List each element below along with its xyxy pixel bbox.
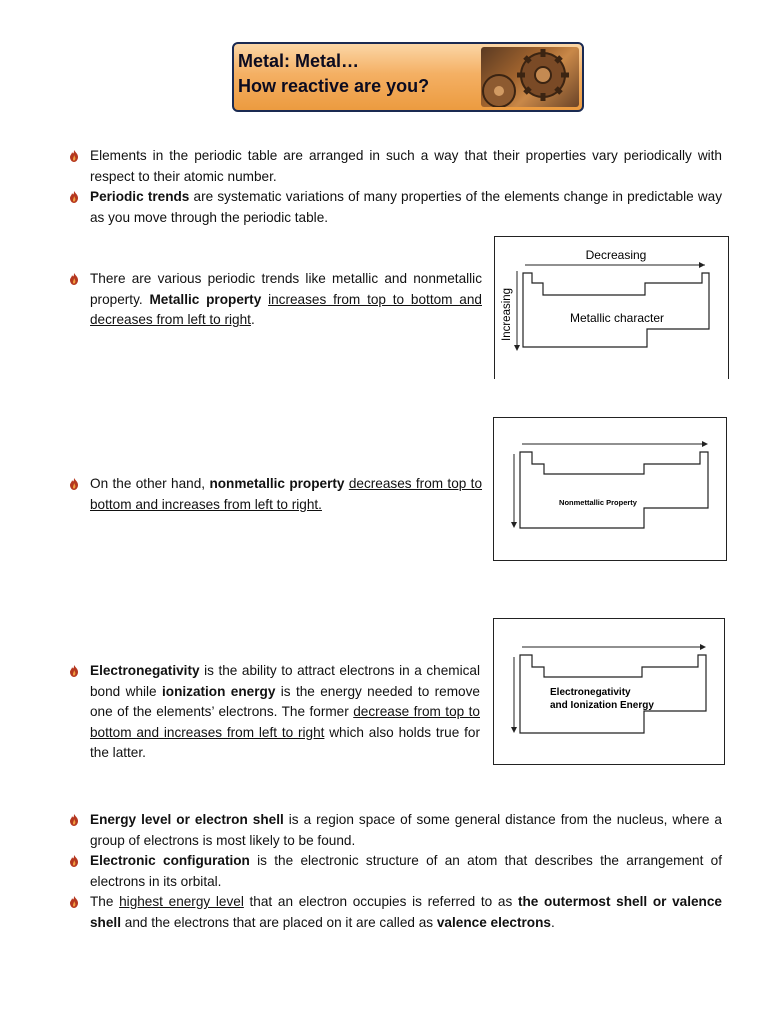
bullet-4-bold: nonmetallic property [209, 476, 345, 491]
figure-side-label: Increasing [501, 287, 513, 341]
figure-top-label: Decreasing [585, 248, 647, 262]
arrow-down-icon [514, 345, 520, 351]
bullet-energy-level [90, 810, 722, 851]
page-title [238, 49, 429, 99]
bullet-nonmetallic-property [90, 474, 482, 515]
bullet-6-bold: Energy level or electron shell [90, 812, 284, 827]
flame-bullet-icon [68, 150, 80, 162]
figure-metallic-character [494, 236, 729, 379]
bullet-2-bold: Periodic trends [90, 189, 190, 204]
flame-bullet-icon [68, 896, 80, 908]
bullet-5-bold-1: Electronegativity [90, 663, 200, 678]
bullet-5-mid-1: is the ability to attract electrons in a chemical bond while [90, 663, 480, 699]
bullet-periodic-trends [90, 187, 722, 228]
arrow-right-icon [702, 441, 708, 447]
flame-bullet-icon [68, 273, 80, 285]
figure-center-line-2: and Ionization Energy [550, 700, 654, 711]
figure-center-label: Metallic character [569, 311, 665, 325]
arrow-down-icon [511, 727, 517, 733]
figure-electronegativity [493, 618, 725, 765]
flame-bullet-icon [68, 191, 80, 203]
flame-bullet-icon [68, 855, 80, 867]
bullet-electronegativity [90, 661, 480, 764]
flame-bullet-icon [68, 665, 80, 677]
bullet-5-bold-2: ionization energy [161, 683, 276, 699]
bullet-6-text: is a region space of some general distance from the nucleus, where a group of electrons is most likely to be found. [90, 812, 722, 848]
bullet-8-bold-1: the outermost shell or valence shell [90, 894, 722, 930]
figure-nonmetallic-property [493, 417, 727, 561]
bullet-valence-shell [90, 892, 722, 933]
figure-center-label: Nonmettallic Property [559, 498, 637, 507]
bullet-electronic-configuration [90, 851, 722, 892]
figure-center-line-1: Electronegativity [550, 687, 631, 698]
bullet-metallic-property [90, 269, 482, 331]
bullet-3-pre: There are various periodic trends like metallic and nonmetallic property. [90, 271, 482, 307]
arrow-right-icon [699, 262, 705, 268]
arrow-down-icon [511, 522, 517, 528]
arrow-right-icon [700, 644, 706, 650]
bullet-3-underline: increases from top to bottom and decreases from left to right [90, 291, 482, 327]
title-line-2: How reactive are you? [238, 76, 430, 96]
bullet-3-bold: Metallic property [149, 291, 262, 307]
bullet-5-post: which also holds true for the latter. [90, 724, 480, 760]
bullet-8-post: . [550, 914, 555, 930]
bullet-8-pre: The [90, 894, 120, 909]
bullet-5-underline: decrease from top to bottom and increases from left to right [90, 704, 480, 740]
bullet-4-underline: decreases from top to bottom and increases from left to right. [90, 476, 483, 512]
gears-photo [481, 47, 579, 107]
bullet-2-text: are systematic variations of many properties of the elements change in predictable way as you move through the periodic table. [90, 189, 722, 225]
bullet-8-mid: that an electron occupies is referred to as [243, 894, 518, 909]
bullet-7-bold: Electronic configuration [90, 853, 250, 868]
title-line-1: Metal: Metal… [238, 51, 360, 71]
bullet-7-text: is the electronic structure of an atom that describes the arrangement of electrons in its orbital. [90, 853, 722, 889]
flame-bullet-icon [68, 478, 80, 490]
bullet-4-pre: On the other hand, [90, 476, 210, 491]
bullet-periodic-arrangement [90, 146, 722, 187]
bullet-8-bold-2: valence electrons [436, 914, 551, 930]
bullet-5-mid-2: is the energy needed to remove one of the elements’ electrons. The former [90, 683, 480, 719]
flame-bullet-icon [68, 814, 80, 826]
bullet-8-mid-2: and the electrons that are placed on it are called as [120, 914, 437, 930]
title-banner [232, 42, 584, 112]
bullet-3-post: . [250, 312, 255, 327]
bullet-8-underline: highest energy level [119, 894, 244, 909]
bullet-1-text: Elements in the periodic table are arranged in such a way that their properties vary periodically with respect to their atomic number. [90, 148, 722, 184]
